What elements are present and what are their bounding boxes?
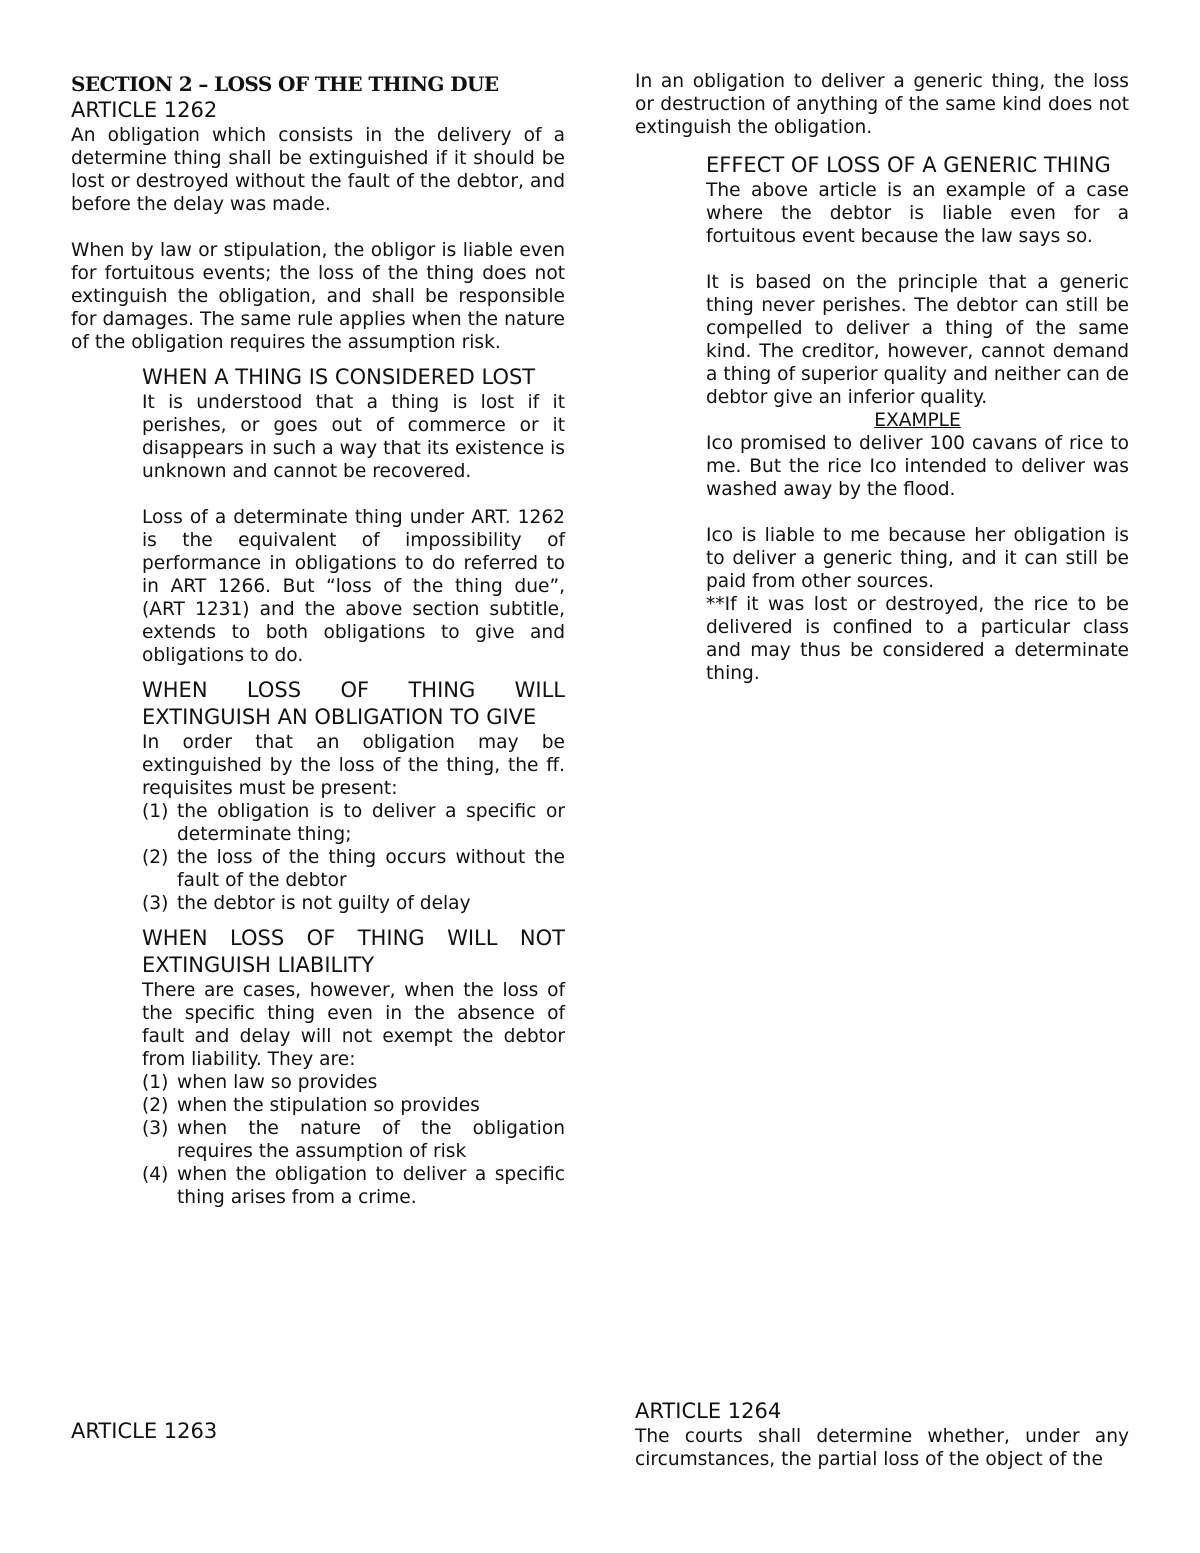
article-1264-paragraph: The courts shall determine whether, under any circumstances, the partial loss of the object of the (635, 1426, 1129, 1470)
example-paragraph-3: **If it was lost or destroyed, the rice to be delivered is confined to a particular class and may thus be considered a determinate thing. (706, 594, 1129, 684)
generic-paragraph: In an obligation to deliver a generic thing, the loss or destruction of anything of the same kind does not extinguish the obligation. (635, 71, 1129, 138)
lost-paragraph-1: It is understood that a thing is lost if it perishes, or goes out of commerce or it disappears in such a way that its existence is unknown and cannot be recovered. (142, 392, 565, 482)
list-item: (2) when the stipulation so provides (142, 1095, 480, 1116)
list-item: (3) the debtor is not guilty of delay (142, 893, 471, 914)
extinguish-list (142, 800, 565, 915)
article-1262-paragraph-2: When by law or stipulation, the obligor is liable even for fortuitous events; the loss of the thing does not extinguish the obligation, and shall be responsible for damages. The same rule applies when the nature of the obligation requires the assumption risk. (71, 240, 565, 353)
effect-heading: EFFECT OF LOSS OF A GENERIC THING (706, 153, 1111, 177)
article-1263-title: ARTICLE 1263 (71, 1419, 218, 1443)
example-label: EXAMPLE (874, 410, 961, 431)
list-item: (3) when the nature of the obligation requires the assumption of risk (142, 1118, 565, 1162)
effect-paragraph-1: The above article is an example of a case where the debtor is liable even for a fortuitous event because the law says so. (706, 180, 1129, 247)
liability-list (142, 1071, 565, 1209)
article-1262-title: ARTICLE 1262 (71, 98, 218, 122)
lost-paragraph-2: Loss of a determinate thing under ART. 1262 is the equivalent of impossibility of performance in obligations to do referred to in ART 1266. But “loss of the thing due”, (ART 1231) and the above section subtitle, extends to both obligations to give and obligations to do. (142, 507, 565, 666)
extinguish-heading: WHEN LOSS OF THING WILL EXTINGUISH AN OBLIGATION TO GIVE (142, 678, 565, 729)
left-column (71, 71, 565, 1209)
lost-heading: WHEN A THING IS CONSIDERED LOST (142, 365, 536, 389)
extinguish-intro: In order that an obligation may be extinguished by the loss of the thing, the ff. requisites must be present: (142, 732, 565, 799)
list-item: (1) the obligation is to deliver a specific or determinate thing; (142, 801, 565, 845)
right-column (635, 70, 1129, 685)
example-paragraph-1: Ico promised to deliver 100 cavans of rice to me. But the rice Ico intended to deliver was washed away by the flood. (706, 433, 1129, 500)
liability-heading: WHEN LOSS OF THING WILL NOT EXTINGUISH LIABILITY (142, 926, 565, 977)
effect-paragraph-2: It is based on the principle that a generic thing never perishes. The debtor can still be compelled to deliver a thing of the same kind. The creditor, however, cannot demand a thing of superior quality and neither can de debtor give an inferior quality. (706, 272, 1129, 408)
example-paragraph-2: Ico is liable to me because her obligation is to deliver a generic thing, and it can still be paid from other sources. (706, 525, 1129, 592)
effect-section (706, 152, 1129, 685)
list-item: (4) when the obligation to deliver a specific thing arises from a crime. (142, 1164, 565, 1208)
lost-section (142, 364, 565, 1209)
list-item: (2) the loss of the thing occurs without the fault of the debtor (142, 847, 565, 891)
section-title: SECTION 2 – LOSS OF THE THING DUE (71, 72, 499, 96)
list-item: (1) when law so provides (142, 1072, 378, 1093)
liability-intro: There are cases, however, when the loss of the specific thing even in the absence of fault and delay will not exempt the debtor from liability. They are: (142, 980, 565, 1070)
article-1262-paragraph-1: An obligation which consists in the delivery of a determine thing shall be extinguished if it should be lost or destroyed without the fault of the debtor, and before the delay was made. (71, 125, 565, 215)
article-1264-section (635, 1398, 1129, 1471)
article-1264-title: ARTICLE 1264 (635, 1399, 782, 1423)
